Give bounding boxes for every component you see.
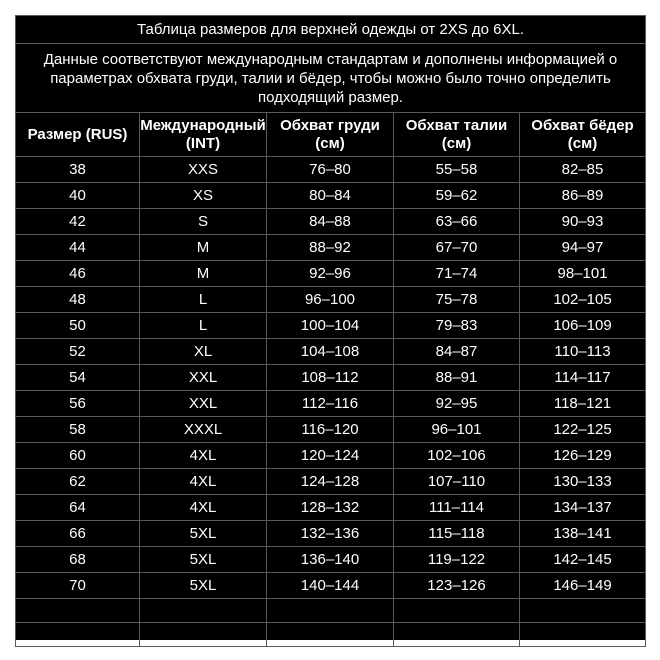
cell-hips: 118–121 (520, 391, 646, 417)
cell-hips: 126–129 (520, 443, 646, 469)
cell-waist: 79–83 (394, 313, 520, 339)
cell-waist: 55–58 (394, 157, 520, 183)
table-row (16, 235, 646, 261)
cell-chest: 100–104 (267, 313, 394, 339)
table-row (16, 183, 646, 209)
table-row (16, 391, 646, 417)
cell-size-rus: 46 (16, 261, 140, 287)
cell-waist: 63–66 (394, 209, 520, 235)
cell-size-rus: 70 (16, 573, 140, 599)
cell-waist: 123–126 (394, 573, 520, 599)
cell-hips: 146–149 (520, 573, 646, 599)
table-row (16, 365, 646, 391)
cell-size-int: 5XL (140, 573, 267, 599)
cell-waist: 71–74 (394, 261, 520, 287)
cell-chest: 96–100 (267, 287, 394, 313)
cell-size-rus: 42 (16, 209, 140, 235)
cell-size-int: M (140, 261, 267, 287)
cell-size-rus: 50 (16, 313, 140, 339)
cell-size-int: S (140, 209, 267, 235)
cell-chest: 108–112 (267, 365, 394, 391)
cell-chest: 84–88 (267, 209, 394, 235)
cell-waist: 59–62 (394, 183, 520, 209)
cell-hips: 94–97 (520, 235, 646, 261)
cell-hips: 90–93 (520, 209, 646, 235)
header-size-int: Международный (INT) (140, 113, 267, 157)
header-chest: Обхват груди (см) (267, 113, 394, 157)
cell-chest: 116–120 (267, 417, 394, 443)
cell-size-int: XXS (140, 157, 267, 183)
table-body (16, 157, 646, 647)
empty-cell (16, 623, 140, 647)
empty-row (16, 623, 646, 647)
cell-waist: 102–106 (394, 443, 520, 469)
cell-hips: 102–105 (520, 287, 646, 313)
cell-waist: 92–95 (394, 391, 520, 417)
cell-size-int: 4XL (140, 469, 267, 495)
cell-chest: 88–92 (267, 235, 394, 261)
cell-chest: 128–132 (267, 495, 394, 521)
cell-waist: 67–70 (394, 235, 520, 261)
table-row (16, 157, 646, 183)
cell-hips: 142–145 (520, 547, 646, 573)
table-row (16, 261, 646, 287)
table-row (16, 547, 646, 573)
cell-waist: 107–110 (394, 469, 520, 495)
empty-cell (394, 623, 520, 647)
table-row (16, 469, 646, 495)
table-row (16, 209, 646, 235)
cell-hips: 110–113 (520, 339, 646, 365)
cell-size-int: XXL (140, 365, 267, 391)
cell-waist: 84–87 (394, 339, 520, 365)
empty-cell (140, 623, 267, 647)
cell-hips: 106–109 (520, 313, 646, 339)
size-chart (15, 15, 645, 640)
cell-hips: 86–89 (520, 183, 646, 209)
cell-hips: 114–117 (520, 365, 646, 391)
empty-row (16, 599, 646, 623)
cell-waist: 88–91 (394, 365, 520, 391)
cell-size-int: XXL (140, 391, 267, 417)
cell-chest: 76–80 (267, 157, 394, 183)
cell-size-rus: 64 (16, 495, 140, 521)
empty-cell (140, 599, 267, 623)
cell-size-int: XXXL (140, 417, 267, 443)
cell-size-rus: 54 (16, 365, 140, 391)
cell-size-rus: 62 (16, 469, 140, 495)
cell-waist: 119–122 (394, 547, 520, 573)
cell-size-rus: 60 (16, 443, 140, 469)
cell-hips: 82–85 (520, 157, 646, 183)
cell-size-int: 5XL (140, 547, 267, 573)
table-row (16, 573, 646, 599)
cell-size-int: 5XL (140, 521, 267, 547)
cell-chest: 124–128 (267, 469, 394, 495)
empty-cell (267, 623, 394, 647)
cell-size-int: 4XL (140, 443, 267, 469)
cell-size-rus: 48 (16, 287, 140, 313)
cell-size-rus: 56 (16, 391, 140, 417)
cell-hips: 134–137 (520, 495, 646, 521)
cell-size-int: L (140, 313, 267, 339)
cell-size-int: M (140, 235, 267, 261)
cell-hips: 98–101 (520, 261, 646, 287)
cell-chest: 132–136 (267, 521, 394, 547)
cell-chest: 80–84 (267, 183, 394, 209)
cell-chest: 136–140 (267, 547, 394, 573)
cell-size-rus: 58 (16, 417, 140, 443)
header-size-rus: Размер (RUS) (16, 113, 140, 157)
cell-waist: 96–101 (394, 417, 520, 443)
cell-chest: 92–96 (267, 261, 394, 287)
cell-chest: 140–144 (267, 573, 394, 599)
header-hips: Обхват бёдер (см) (520, 113, 646, 157)
table-title: Таблица размеров для верхней одежды от 2XS до 6XL. (16, 16, 646, 44)
table-row (16, 495, 646, 521)
cell-chest: 112–116 (267, 391, 394, 417)
cell-waist: 75–78 (394, 287, 520, 313)
cell-size-rus: 44 (16, 235, 140, 261)
cell-size-int: 4XL (140, 495, 267, 521)
cell-hips: 138–141 (520, 521, 646, 547)
cell-size-int: L (140, 287, 267, 313)
empty-cell (267, 599, 394, 623)
cell-waist: 111–114 (394, 495, 520, 521)
table-description: Данные соответствуют международным стандартам и дополнены информацией о параметрах обхвата груди, талии и бёдер, чтобы можно было точно определить подходящий размер. (16, 44, 646, 113)
size-table (15, 15, 646, 647)
table-row (16, 339, 646, 365)
table-row (16, 443, 646, 469)
header-waist: Обхват талии (см) (394, 113, 520, 157)
empty-cell (394, 599, 520, 623)
cell-size-rus: 52 (16, 339, 140, 365)
cell-chest: 104–108 (267, 339, 394, 365)
cell-chest: 120–124 (267, 443, 394, 469)
cell-size-rus: 40 (16, 183, 140, 209)
empty-cell (520, 599, 646, 623)
cell-hips: 130–133 (520, 469, 646, 495)
cell-size-int: XL (140, 339, 267, 365)
cell-waist: 115–118 (394, 521, 520, 547)
cell-size-int: XS (140, 183, 267, 209)
table-row (16, 417, 646, 443)
empty-cell (16, 599, 140, 623)
table-row (16, 521, 646, 547)
table-row (16, 287, 646, 313)
cell-hips: 122–125 (520, 417, 646, 443)
cell-size-rus: 68 (16, 547, 140, 573)
table-row (16, 313, 646, 339)
cell-size-rus: 38 (16, 157, 140, 183)
cell-size-rus: 66 (16, 521, 140, 547)
empty-cell (520, 623, 646, 647)
